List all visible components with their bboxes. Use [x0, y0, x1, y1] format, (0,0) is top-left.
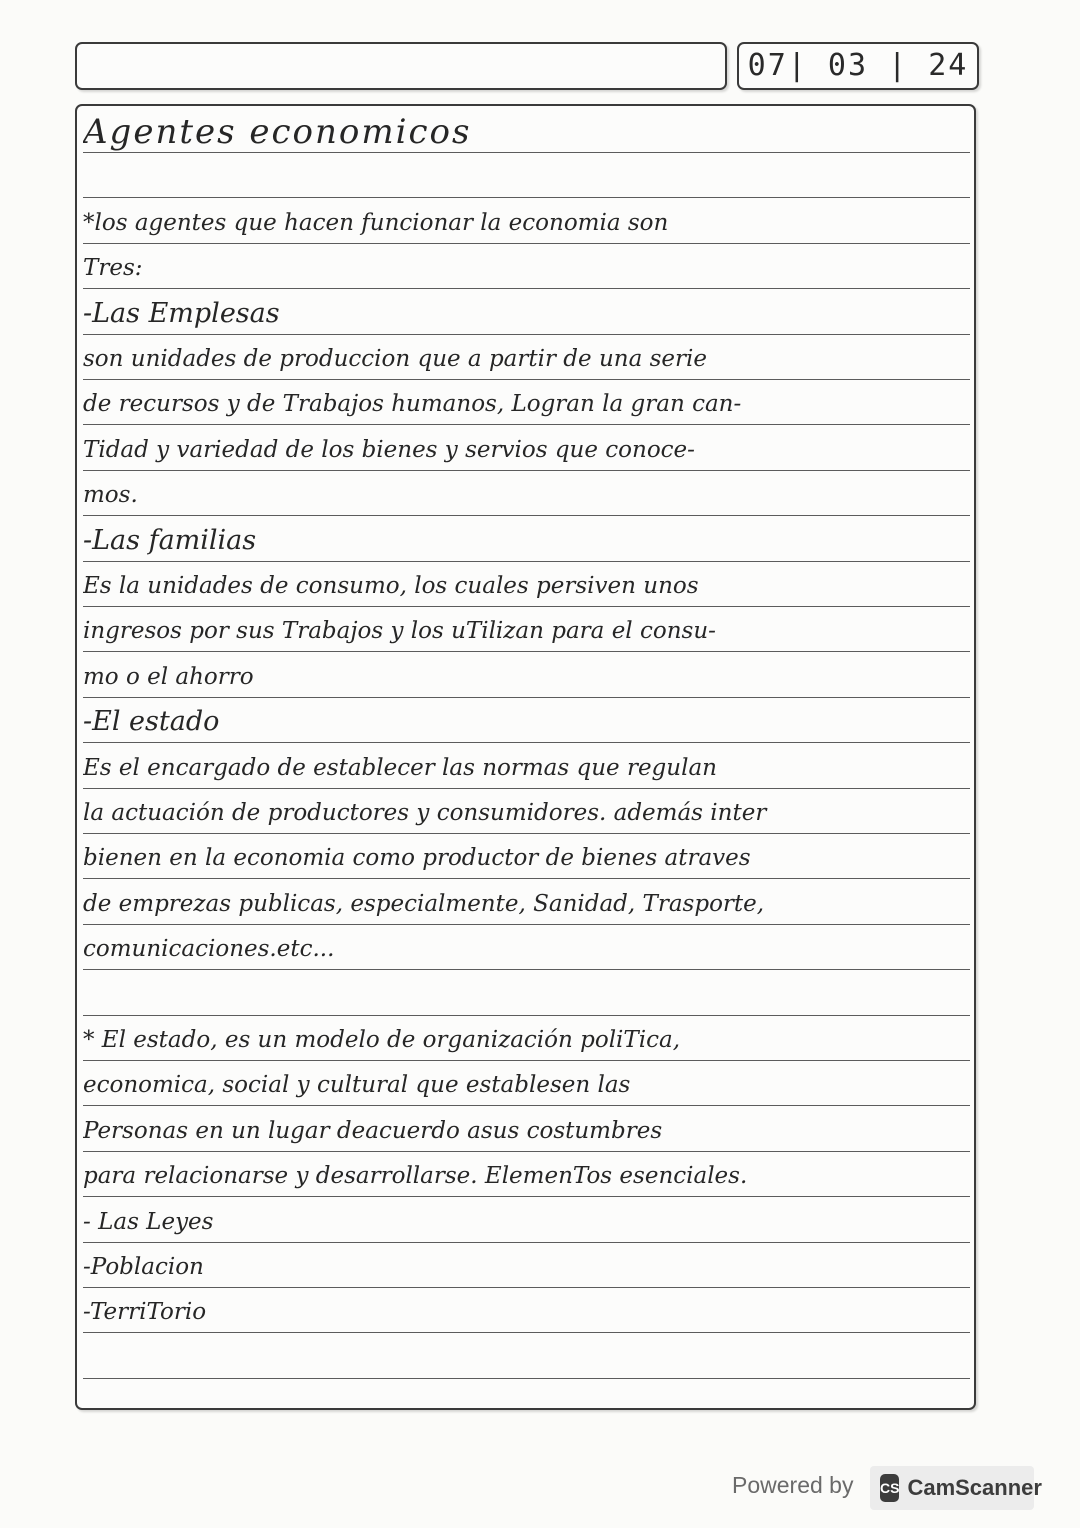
- camscanner-brand: CamScanner: [907, 1475, 1042, 1500]
- date-field: [737, 42, 979, 90]
- note-line: -Las Emplesas: [83, 297, 280, 329]
- note-line: [83, 155, 970, 199]
- note-line: para relacionarse y desarrollarse. ElemenTos esenciales.: [83, 1163, 748, 1190]
- note-line: [83, 1381, 970, 1410]
- note-line: -Las familias: [83, 524, 257, 556]
- note-line: mo o el ahorro: [83, 663, 254, 690]
- note-line: *los agentes que hacen funcionar la economia son: [83, 209, 669, 236]
- note-line: comunicaciones.etc...: [83, 936, 335, 963]
- note-line: [83, 1336, 970, 1380]
- note-line: -Poblacion: [83, 1254, 204, 1280]
- note-line: - Las Leyes: [83, 1208, 214, 1235]
- note-line: la actuación de productores y consumidores. además inter: [83, 800, 767, 826]
- camscanner-icon: CS: [880, 1474, 899, 1502]
- powered-by-text: Powered by: [732, 1472, 854, 1498]
- note-line: Tres:: [83, 255, 143, 282]
- note-line: ingresos por sus Trabajos y los uTilizan para el consu-: [83, 618, 716, 645]
- note-line: economica, social y cultural que establesen las: [83, 1072, 631, 1099]
- page-title: Agentes economicos: [83, 112, 472, 152]
- note-line: Tidad y variedad de los bienes y servios que conoce-: [83, 436, 695, 463]
- subject-field: [75, 42, 727, 90]
- camscanner-logo: [870, 1466, 1042, 1510]
- note-line: de emprezas publicas, especialmente, Sanidad, Trasporte,: [83, 890, 765, 917]
- notebook-page: [75, 104, 976, 1410]
- note-line: Es la unidades de consumo, los cuales persiven unos: [83, 573, 699, 599]
- note-line: -El estado: [83, 706, 220, 738]
- date-text: 07| 03 | 24: [747, 48, 969, 83]
- note-line: son unidades de produccion que a partir de una serie: [83, 346, 707, 372]
- note-line: Es el encargado de establecer las normas que regulan: [83, 754, 717, 781]
- note-line: * El estado, es un modelo de organización poliTica,: [83, 1027, 681, 1053]
- note-line: [83, 973, 970, 1017]
- note-line: -TerriTorio: [83, 1299, 207, 1326]
- note-line: bienen en la economia como productor de bienes atraves: [83, 845, 751, 872]
- note-line: Personas en un lugar deacuerdo asus costumbres: [83, 1117, 663, 1144]
- note-line: de recursos y de Trabajos humanos, Logran la gran can-: [83, 391, 742, 418]
- note-line: mos.: [83, 482, 138, 509]
